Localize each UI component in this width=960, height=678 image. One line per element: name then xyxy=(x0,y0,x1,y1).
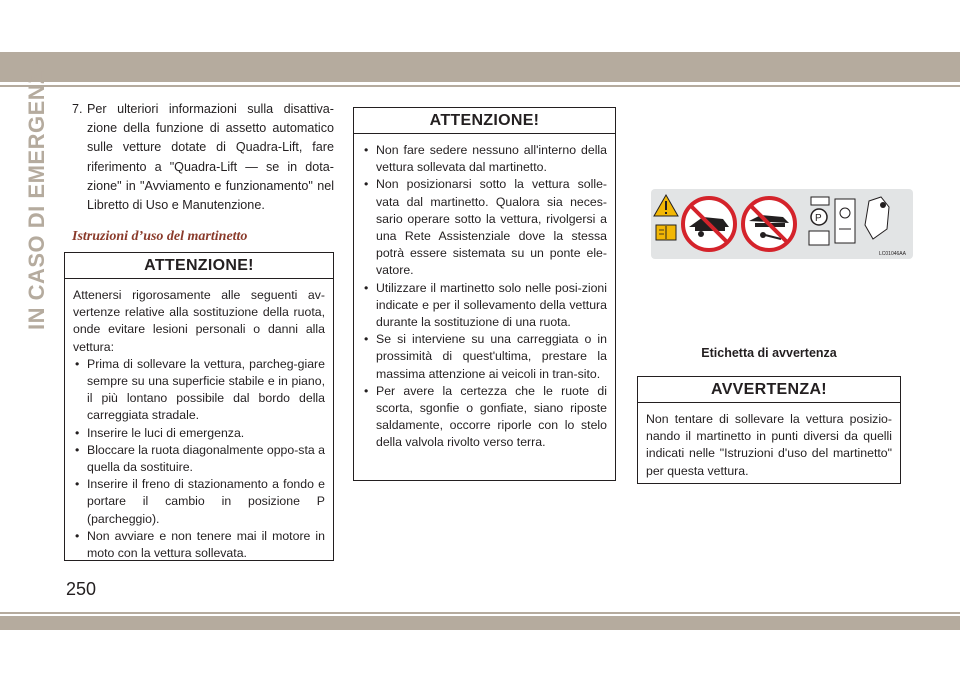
jack-point-icon xyxy=(835,199,855,243)
manual-book-icon xyxy=(656,225,676,240)
footer-rule xyxy=(0,612,960,614)
warning-item: • Utilizzare il martinetto solo nelle posi-zioni indicate e per il sollevamento della vettura durante la sostituzione di una ruota. xyxy=(362,280,607,332)
park-brake-icon xyxy=(809,197,829,245)
warning-item: • Inserire il freno di stazionamento a fondo e portare il cambio in posizione P (parcheggio). xyxy=(73,476,325,528)
intro-text: Per ulteriori informazioni sulla disattiva-zione della funzione di assetto automatico sulle vetture dotate di Quadra-Lift, fare riferimento a "Quadra-Lift — se in dota-zione" in "Avviamento e funzionamento" nel Libretto di Uso e Manutenzione. xyxy=(87,102,334,213)
warning-item: • Bloccare la ruota diagonalmente oppo-sta a quella da sostituire. xyxy=(73,442,325,476)
warning-label-graphic xyxy=(651,189,913,259)
warning-box-title: ATTENZIONE! xyxy=(65,253,333,279)
warning-item: • Se si interviene su una carreggiata o in prossimità di quest'ultima, prestare la massima attenzione ai veicoli in tran-sito. xyxy=(362,331,607,383)
warning-item: • Non avviare e non tenere mai il motore in moto con la vettura sollevata. xyxy=(73,528,325,562)
image-code-text: LC01046AA xyxy=(879,251,906,257)
warning-item: • Per avere la certezza che le ruote di scorta, sgonfie o gonfiate, siano riposte saldamente, occorre riporle con lo stelo della valvola rivolto verso terra. xyxy=(362,383,607,452)
caution-box xyxy=(637,376,901,484)
svg-text:P: P xyxy=(815,213,822,224)
warning-box-title: ATTENZIONE! xyxy=(354,108,615,134)
warning-box-lifted-vehicle xyxy=(353,107,616,481)
left-column xyxy=(72,100,334,245)
warning-box-intro: Attenersi rigorosamente alle seguenti av-vertenze relative alla sostituzione della ruota, onde evitare lesioni personali o danni alla vettura: xyxy=(73,288,325,354)
warning-box-body xyxy=(65,279,333,562)
warning-item: • Prima di sollevare la vettura, parcheg-giare sempre su una superficie stabile e in piano, il più lontano possibile dal bordo della carreggiata stradale. xyxy=(73,356,325,425)
figure-caption: Etichetta di avvertenza xyxy=(701,346,837,360)
warning-list xyxy=(73,356,325,562)
header-rule xyxy=(0,85,960,87)
caution-box-title: AVVERTENZA! xyxy=(638,377,900,403)
caution-text: Non tentare di sollevare la vettura posizio-nando il martinetto in punti diversi da quelli indicati nelle "Istruzioni d'uso del martinetto" per questa vettura. xyxy=(646,412,892,478)
intro-paragraph xyxy=(72,100,334,215)
warning-box-jack-usage xyxy=(64,252,334,561)
caution-box-body xyxy=(638,403,900,480)
section-side-title-text: IN CASO DI EMERGENZA xyxy=(24,53,49,330)
warning-triangle-icon xyxy=(654,195,678,216)
page-number: 250 xyxy=(66,579,97,599)
warning-item: • Inserire le luci di emergenza. xyxy=(73,425,325,442)
warning-item: • Non posizionarsi sotto la vettura solle-vata dal martinetto. Qualora sia neces-sario operare sotto la vettura, rivolgersi a una Rete Assistenziale dove la stessa potrà essere sistemata su un ponte ele-vatore. xyxy=(362,176,607,279)
touch-hand-icon xyxy=(865,197,889,239)
no-person-under-car-icon xyxy=(683,198,735,250)
warning-item: • Non fare sedere nessuno all'interno della vettura sollevata dal martinetto. xyxy=(362,142,607,176)
section-heading: Istruzioni d’uso del martinetto xyxy=(72,229,248,245)
warning-list xyxy=(362,142,607,452)
warning-box-body xyxy=(354,134,615,452)
warning-label-image xyxy=(651,189,913,259)
footer-band xyxy=(0,616,960,630)
header-band xyxy=(0,52,960,82)
intro-number: 7. xyxy=(72,102,83,116)
no-crawl-under-car-icon xyxy=(743,198,795,250)
